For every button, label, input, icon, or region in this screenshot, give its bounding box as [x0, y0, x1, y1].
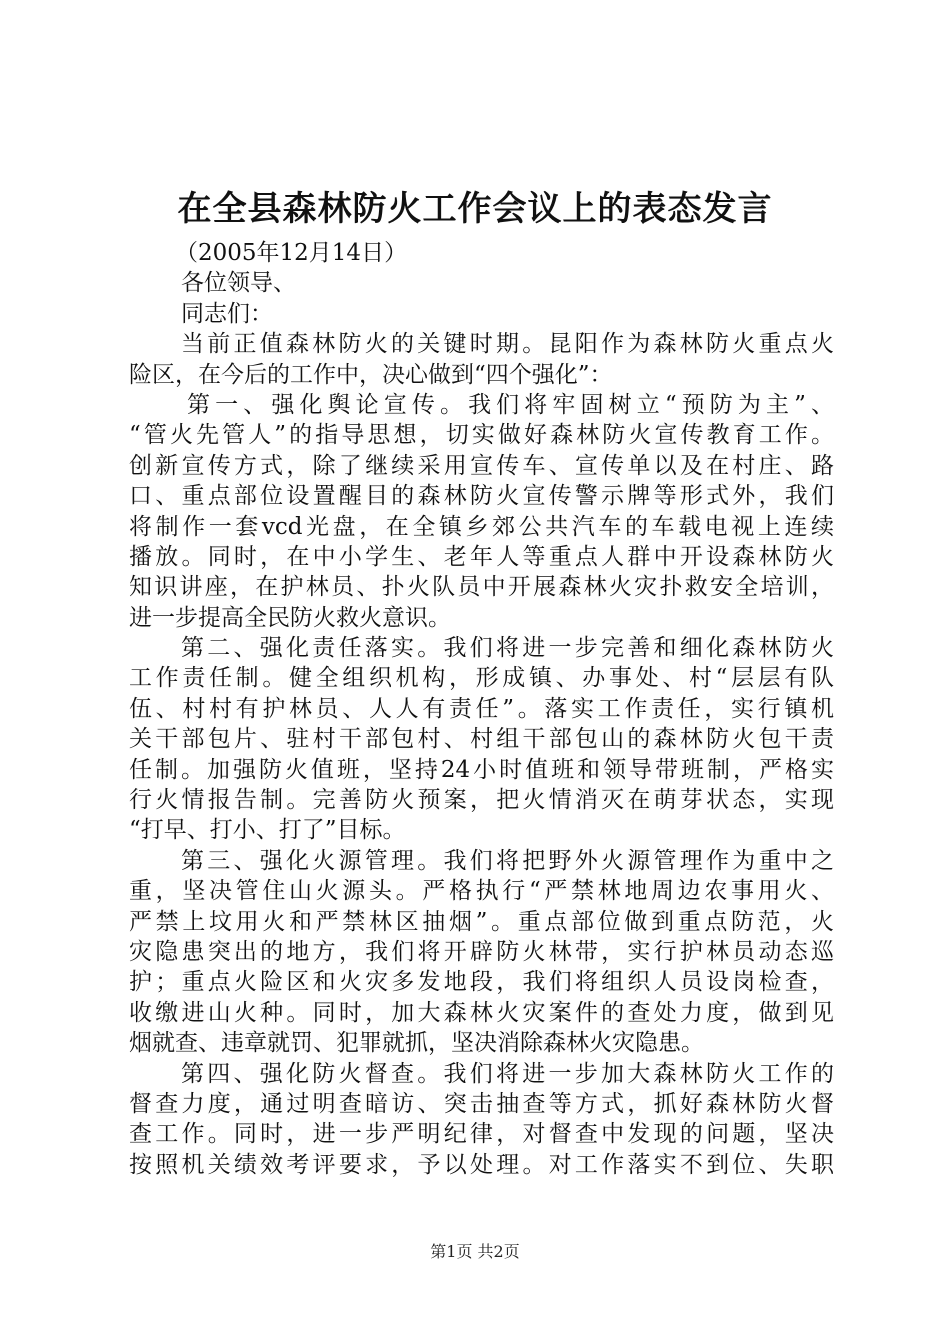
paragraph-line: “管火先管人”的指导思想，切实做好森林防火宣传教育工作。: [129, 422, 834, 449]
paragraph-line: 创新宣传方式，除了继续采用宣传车、宣传单以及在村庄、路: [129, 452, 834, 479]
paragraph-line: 行火情报告制。完善防火预案，把火情消灭在萌芽状态，实现: [129, 787, 834, 814]
paragraph-line: 收缴进山火种。同时，加大森林火灾案件的查处力度，做到见: [129, 999, 834, 1026]
date-line: （2005年12月14日）: [175, 240, 408, 266]
paragraph-line: 险区，在今后的工作中，决心做到“四个强化”：: [129, 361, 613, 388]
paragraph-line: 烟就查、违章就罚、犯罪就抓，坚决消除森林火灾隐患。: [129, 1030, 704, 1057]
paragraph-line: 关干部包片、驻村干部包村、村组干部包山的森林防火包干责: [129, 726, 834, 753]
paragraph-line: 伍、村村有护林员、人人有责任”。落实工作责任，实行镇机: [129, 695, 834, 722]
document-title: 在全县森林防火工作会议上的表态发言: [177, 189, 773, 229]
paragraph-line: 第一、强化舆论宣传。我们将牢固树立“预防为主”、: [187, 391, 834, 418]
paragraph-line: 第三、强化火源管理。我们将把野外火源管理作为重中之: [181, 847, 834, 874]
paragraph-line: 护；重点火险区和火灾多发地段，我们将组织人员设岗检查，: [129, 969, 834, 996]
paragraph-line: 重，坚决管住山火源头。严格执行“严禁林地周边农事用火、: [129, 878, 834, 905]
paragraph-line: 进一步提高全民防火救火意识。: [129, 604, 451, 631]
paragraph-line: 查工作。同时，进一步严明纪律，对督查中发现的问题，坚决: [129, 1121, 834, 1148]
paragraph-line: 灾隐患突出的地方，我们将开辟防火林带，实行护林员动态巡: [129, 938, 834, 965]
document-body: [129, 238, 834, 1180]
paragraph-line: “打早、打小、打了”目标。: [129, 817, 406, 844]
salutation-line: 各位领导、: [181, 270, 296, 297]
paragraph-line: 口、重点部位设置醒目的森林防火宣传警示牌等形式外，我们: [129, 483, 834, 510]
paragraph-line: 按照机关绩效考评要求，予以处理。对工作落实不到位、失职: [129, 1151, 834, 1178]
paragraph-line: 当前正值森林防火的关键时期。昆阳作为森林防火重点火: [181, 331, 834, 358]
paragraph-line: 播放。同时，在中小学生、老年人等重点人群中开设森林防火: [129, 543, 834, 570]
salutation-line: 同志们：: [181, 300, 273, 327]
paragraph-line: 严禁上坟用火和严禁林区抽烟”。重点部位做到重点防范，火: [129, 908, 834, 935]
paragraph-line: 知识讲座，在护林员、扑火队员中开展森林火灾扑救安全培训，: [129, 574, 834, 601]
paragraph-line: 工作责任制。健全组织机构，形成镇、办事处、村“层层有队: [129, 665, 834, 692]
paragraph-line: 督查力度，通过明查暗访、突击抽查等方式，抓好森林防火督: [129, 1090, 834, 1117]
paragraph-line: 第四、强化防火督查。我们将进一步加大森林防火工作的: [181, 1060, 834, 1087]
paragraph-line: 任制。加强防火值班，坚持24小时值班和领导带班制，严格实: [129, 756, 834, 783]
page-footer: 第1页 共2页: [430, 1242, 520, 1261]
paragraph-line: 第二、强化责任落实。我们将进一步完善和细化森林防火: [181, 635, 834, 662]
paragraph-line: 将制作一套vcd光盘，在全镇乡郊公共汽车的车载电视上连续: [129, 513, 834, 540]
